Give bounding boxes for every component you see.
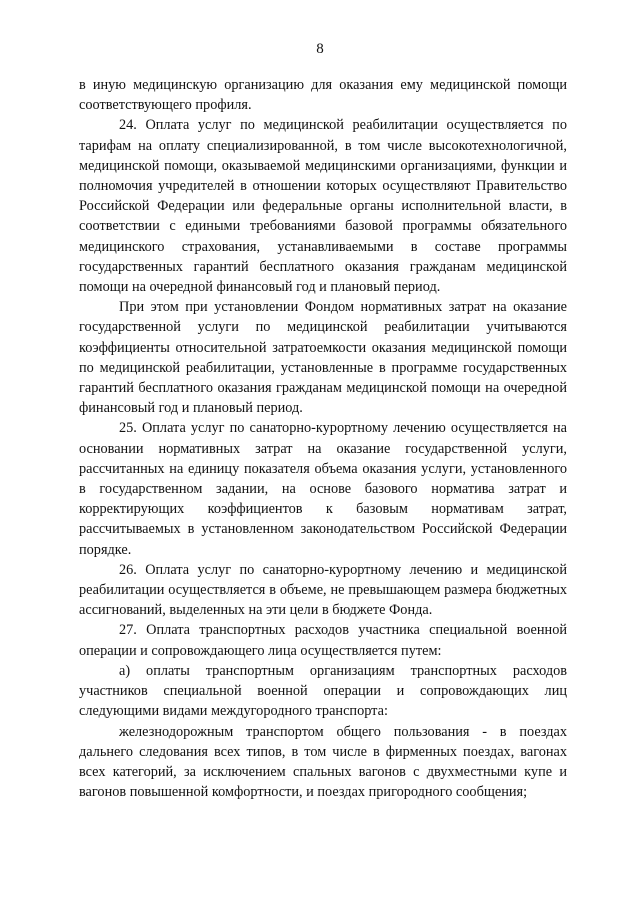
paragraph-27-a: а) оплаты транспортным организациям транспортных расходов участников специальной военной операции и сопровождающих лиц следующими видами междугородного транспорта: (79, 662, 567, 720)
paragraph-railway: железнодорожным транспортом общего пользования - в поездах дальнего следования всех типов, в том числе в фирменных поездах, вагонах всех категорий, за исключением спальных вагонов с двухместными купе и вагонов повышенной комфортности, и поездах пригородного сообщения; (79, 723, 567, 801)
document-body (79, 75, 567, 802)
paragraph-continuation: в иную медицинскую организацию для оказания ему медицинской помощи соответствующего профиля. (79, 77, 567, 114)
paragraph-24-note: При этом при установлении Фондом нормативных затрат на оказание государственной услуги по медицинской реабилитации учитываются коэффициенты относительной затратоемкости оказания медицинской помощи по медицинской реабилитации, установленные в программе государственных гарантий бесплатного оказания гражданам медицинской помощи на очередной финансовый год и плановый период. (79, 299, 567, 417)
paragraph-27: 27. Оплата транспортных расходов участника специальной военной операции и сопровождающего лица осуществляется путем: (79, 622, 567, 659)
paragraph-24: 24. Оплата услуг по медицинской реабилитации осуществляется по тарифам на оплату специализированной, в том числе высокотехнологичной, медицинской помощи, оказываемой медицинскими организациями, функции и полномочия учредителей в отношении которых осуществляют Правительство Российской Федерации или федеральные органы исполнительной власти, в соответствии с едиными требованиями базовой программы обязательного медицинского страхования, устанавливаемыми в составе программы государственных гарантий бесплатного оказания гражданам медицинской помощи на очередной финансовый год и плановый период. (79, 117, 567, 296)
paragraph-26: 26. Оплата услуг по санаторно-курортному лечению и медицинской реабилитации осуществляется в объеме, не превышающем размера бюджетных ассигнований, выделенных на эти цели в бюджете Фонда. (79, 561, 567, 619)
page-number: 8 (316, 41, 324, 57)
paragraph-25: 25. Оплата услуг по санаторно-курортному лечению осуществляется на основании нормативных затрат на оказание государственной услуги, рассчитанных на единицу показателя объема оказания услуги, установленного в государственном задании, на основе базового норматива затрат и корректирующих коэффициентов к базовым нормативам затрат, рассчитываемых в установленном законодательством Российской Федерации порядке. (79, 420, 567, 558)
